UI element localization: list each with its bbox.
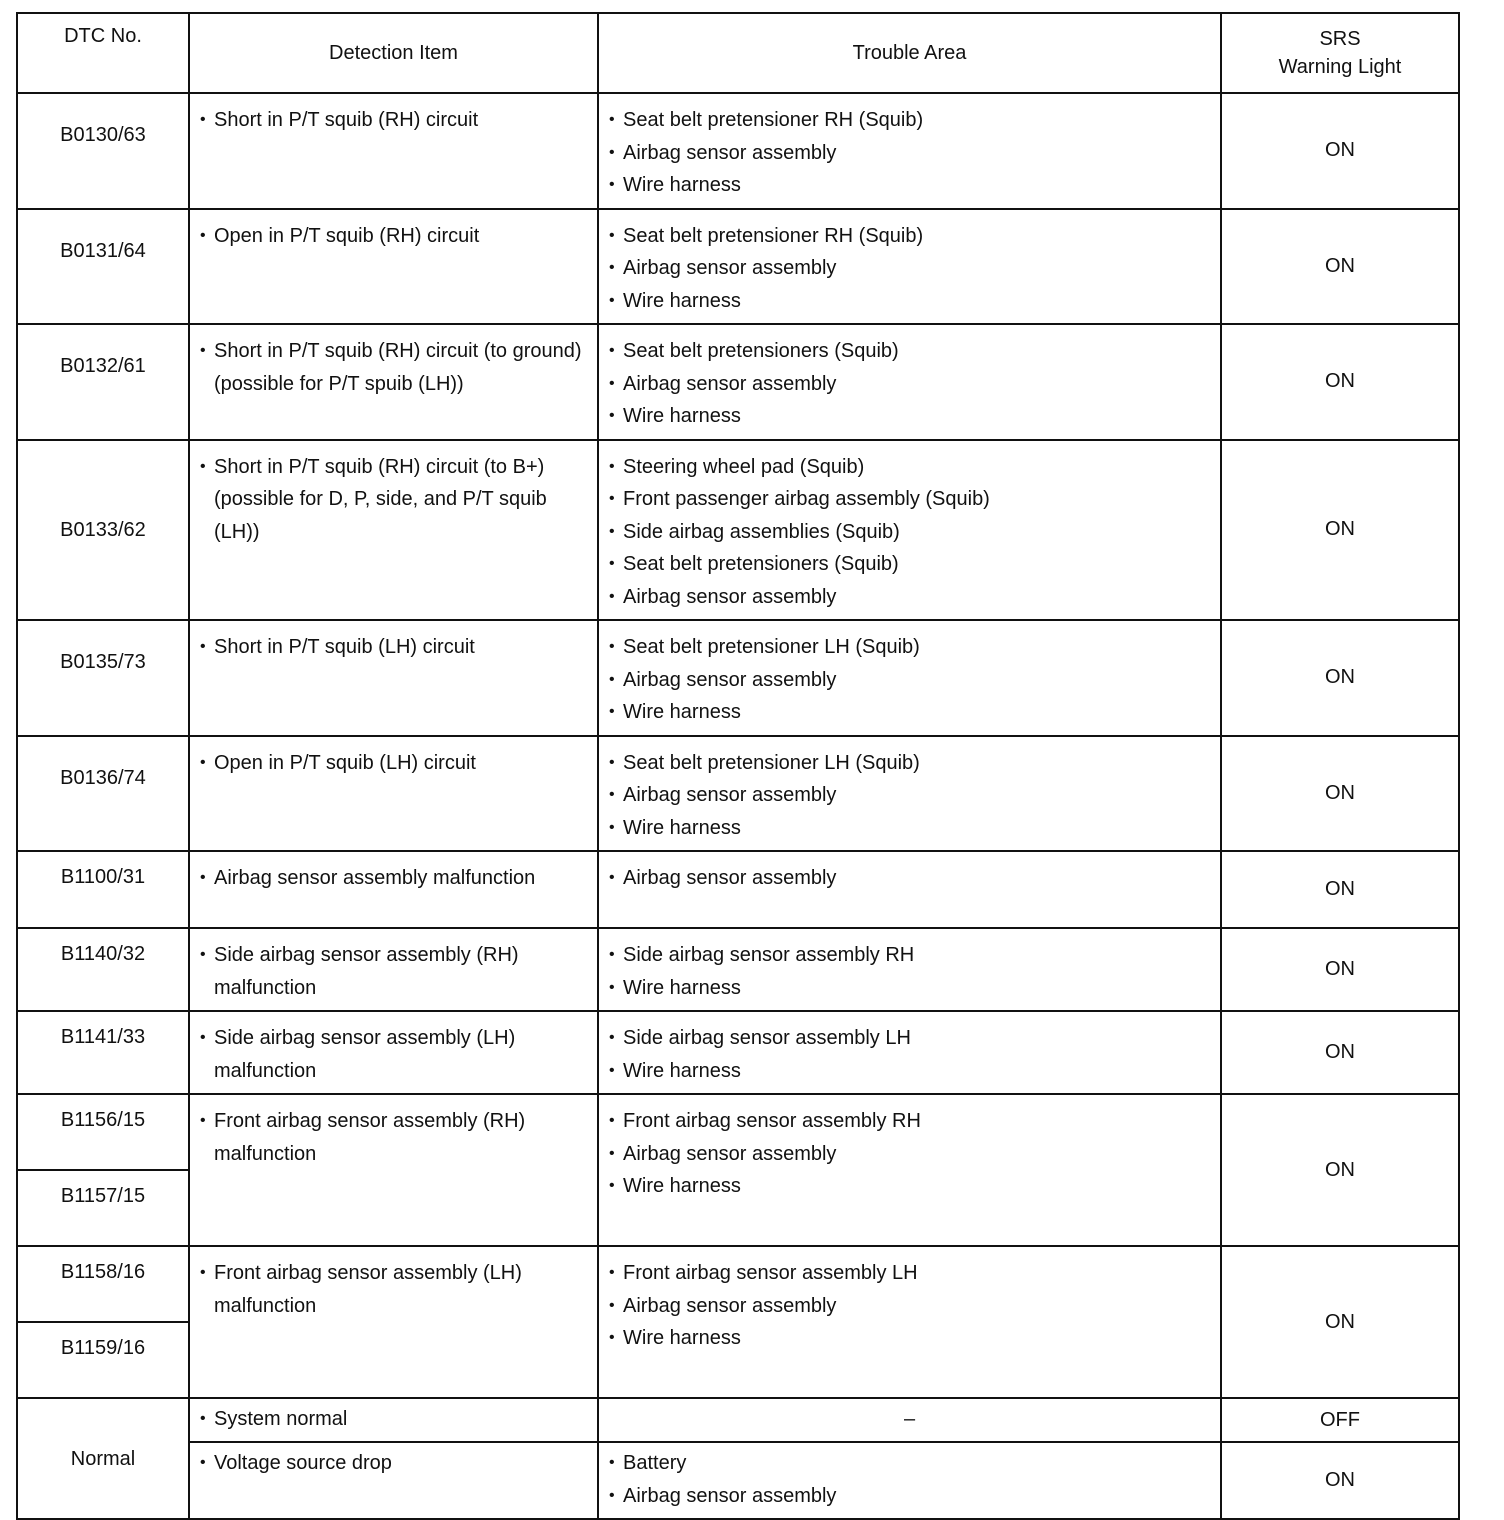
srs-light-status: ON — [1221, 93, 1459, 209]
trouble-area — [598, 209, 1221, 325]
trouble-item: • Steering wheel pad (Squib) — [609, 451, 1210, 484]
trouble-item: • Seat belt pretensioner LH (Squib) — [609, 747, 1210, 780]
detection-item — [189, 440, 598, 621]
dtc-code: B1100/31 — [17, 851, 189, 928]
srs-light-status: OFF — [1221, 1398, 1459, 1442]
trouble-area — [598, 1246, 1221, 1398]
srs-light-status: ON — [1221, 1246, 1459, 1398]
trouble-item: • Airbag sensor assembly — [609, 1480, 1210, 1513]
dtc-code: B1141/33 — [17, 1011, 189, 1094]
trouble-item: • Airbag sensor assembly — [609, 137, 1210, 170]
trouble-area — [598, 620, 1221, 736]
detection-item — [189, 736, 598, 852]
trouble-area — [598, 324, 1221, 440]
trouble-item: • Side airbag sensor assembly RH — [609, 939, 1210, 972]
srs-light-status: ON — [1221, 928, 1459, 1011]
table-row — [17, 1246, 1459, 1322]
detection-item — [189, 928, 598, 1011]
header-row — [17, 13, 1459, 93]
dtc-code: B0135/73 — [17, 620, 189, 736]
table-row — [17, 1442, 1459, 1519]
detection-text: • Front airbag sensor assembly (RH) malfunction — [200, 1105, 587, 1170]
header-srs-warning-light — [1221, 13, 1459, 93]
detection-text: • Short in P/T squib (RH) circuit (to B+) (possible for D, P, side, and P/T squib (LH)) — [200, 451, 587, 549]
table-row — [17, 1094, 1459, 1170]
trouble-item: • Wire harness — [609, 1055, 1210, 1088]
table-row — [17, 93, 1459, 209]
trouble-area — [598, 851, 1221, 928]
dtc-code: B1158/16 — [17, 1246, 189, 1322]
detection-item — [189, 1398, 598, 1442]
trouble-item: • Airbag sensor assembly — [609, 779, 1210, 812]
dtc-code-normal: Normal — [17, 1398, 189, 1519]
dtc-table-container — [16, 12, 1458, 1520]
trouble-item: • Airbag sensor assembly — [609, 1290, 1210, 1323]
detection-item — [189, 209, 598, 325]
dtc-code: B0132/61 — [17, 324, 189, 440]
table-row — [17, 736, 1459, 852]
detection-item — [189, 1011, 598, 1094]
table-row — [17, 1398, 1459, 1442]
trouble-item: • Airbag sensor assembly — [609, 664, 1210, 697]
header-dtc: DTC No. — [17, 13, 189, 93]
detection-item — [189, 620, 598, 736]
trouble-item: • Wire harness — [609, 972, 1210, 1005]
trouble-item: • Seat belt pretensioner LH (Squib) — [609, 631, 1210, 664]
detection-text: • Short in P/T squib (LH) circuit — [200, 631, 587, 664]
srs-light-status: ON — [1221, 620, 1459, 736]
dtc-code: B1157/15 — [17, 1170, 189, 1246]
detection-item — [189, 93, 598, 209]
trouble-area — [598, 736, 1221, 852]
detection-item — [189, 1442, 598, 1519]
srs-light-status: ON — [1221, 1094, 1459, 1246]
trouble-area — [598, 1442, 1221, 1519]
trouble-area — [598, 93, 1221, 209]
trouble-item: • Front airbag sensor assembly LH — [609, 1257, 1210, 1290]
trouble-item: • Seat belt pretensioners (Squib) — [609, 335, 1210, 368]
header-detection-item: Detection Item — [189, 13, 598, 93]
srs-light-status: ON — [1221, 851, 1459, 928]
trouble-item: • Front airbag sensor assembly RH — [609, 1105, 1210, 1138]
srs-light-status: ON — [1221, 1442, 1459, 1519]
detection-text: • System normal — [200, 1403, 587, 1436]
detection-item — [189, 1246, 598, 1398]
detection-text: • Side airbag sensor assembly (RH) malfunction — [200, 939, 587, 1004]
srs-light-status: ON — [1221, 1011, 1459, 1094]
trouble-area: – — [598, 1398, 1221, 1442]
detection-text: • Voltage source drop — [200, 1447, 587, 1480]
dtc-code: B1159/16 — [17, 1322, 189, 1398]
trouble-item: • Wire harness — [609, 169, 1210, 202]
trouble-item: • Wire harness — [609, 696, 1210, 729]
trouble-item: • Wire harness — [609, 400, 1210, 433]
trouble-area — [598, 440, 1221, 621]
trouble-item: • Seat belt pretensioner RH (Squib) — [609, 104, 1210, 137]
trouble-item: • Airbag sensor assembly — [609, 581, 1210, 614]
trouble-item: • Side airbag sensor assembly LH — [609, 1022, 1210, 1055]
trouble-item: • Wire harness — [609, 1170, 1210, 1203]
header-srs-warning-light-text: SRS Warning Light — [1278, 28, 1402, 78]
detection-item — [189, 851, 598, 928]
detection-text: • Short in P/T squib (RH) circuit (to ground) (possible for P/T spuib (LH)) — [200, 335, 587, 400]
trouble-item: • Side airbag assemblies (Squib) — [609, 516, 1210, 549]
table-row — [17, 851, 1459, 928]
trouble-item: • Airbag sensor assembly — [609, 862, 1210, 895]
trouble-item: • Front passenger airbag assembly (Squib) — [609, 483, 1210, 516]
trouble-item: • Seat belt pretensioner RH (Squib) — [609, 220, 1210, 253]
dtc-table — [16, 12, 1460, 1520]
dtc-code: B1140/32 — [17, 928, 189, 1011]
trouble-item: • Seat belt pretensioners (Squib) — [609, 548, 1210, 581]
dtc-code: B0130/63 — [17, 93, 189, 209]
detection-text: • Airbag sensor assembly malfunction — [200, 862, 587, 895]
detection-text: • Side airbag sensor assembly (LH) malfunction — [200, 1022, 587, 1087]
srs-light-status: ON — [1221, 736, 1459, 852]
dtc-code: B0133/62 — [17, 440, 189, 621]
trouble-item: • Wire harness — [609, 812, 1210, 845]
trouble-area — [598, 1011, 1221, 1094]
trouble-item: • Airbag sensor assembly — [609, 368, 1210, 401]
srs-light-status: ON — [1221, 209, 1459, 325]
trouble-item: • Wire harness — [609, 1322, 1210, 1355]
trouble-item: • Wire harness — [609, 285, 1210, 318]
srs-light-status: ON — [1221, 324, 1459, 440]
detection-text: • Short in P/T squib (RH) circuit — [200, 104, 587, 137]
dtc-code: B0131/64 — [17, 209, 189, 325]
table-row — [17, 928, 1459, 1011]
dtc-code: B1156/15 — [17, 1094, 189, 1170]
trouble-area — [598, 1094, 1221, 1246]
table-row — [17, 1011, 1459, 1094]
dtc-code: B0136/74 — [17, 736, 189, 852]
detection-text: • Open in P/T squib (LH) circuit — [200, 747, 587, 780]
trouble-item: • Airbag sensor assembly — [609, 252, 1210, 285]
detection-text: • Front airbag sensor assembly (LH) malfunction — [200, 1257, 587, 1322]
detection-text: • Open in P/T squib (RH) circuit — [200, 220, 587, 253]
trouble-item: • Airbag sensor assembly — [609, 1138, 1210, 1171]
header-trouble-area: Trouble Area — [598, 13, 1221, 93]
srs-light-status: ON — [1221, 440, 1459, 621]
table-row — [17, 620, 1459, 736]
table-row — [17, 209, 1459, 325]
detection-item — [189, 324, 598, 440]
trouble-item: • Battery — [609, 1447, 1210, 1480]
detection-item — [189, 1094, 598, 1246]
table-row — [17, 324, 1459, 440]
table-row — [17, 440, 1459, 621]
trouble-area — [598, 928, 1221, 1011]
